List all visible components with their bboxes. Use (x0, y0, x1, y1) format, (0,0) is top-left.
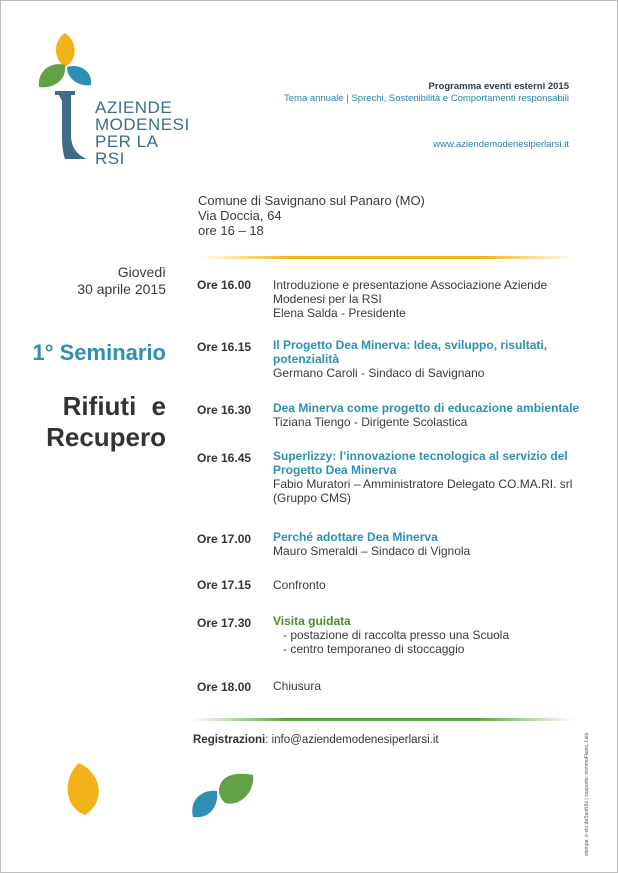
seminar-number: 1° Seminario (32, 340, 166, 365)
schedule-time: Ore 17.30 (197, 616, 252, 630)
venue-address: Via Doccia, 64 (198, 208, 282, 223)
schedule-time: Ore 16.15 (197, 340, 252, 354)
schedule-title: Perché adottare Dea Minerva (273, 530, 438, 544)
venue-block (198, 193, 425, 238)
program-title: Programma eventi esterni 2015 (428, 81, 569, 92)
schedule-title: Superlizzy: l’innovazione tecnologica al servizio del Progetto Dea Minerva (273, 449, 568, 477)
schedule-line: Chiusura (273, 679, 322, 693)
seminar-topic (46, 391, 166, 453)
yellow-divider (198, 256, 574, 259)
registration-email[interactable]: info@aziendemodenesiperlarsi.it (271, 734, 439, 746)
schedule-line: Modenesi per la RSI (273, 292, 382, 306)
schedule-time: Ore 16.45 (197, 451, 252, 465)
schedule-time: Ore 17.15 (197, 578, 252, 592)
program-theme: Tema annuale | Sprechi, Sostenibilità e Comportamenti responsabili (284, 93, 569, 104)
schedule-line: Tiziana Tiengo - Dirigente Scolastica (273, 415, 468, 429)
schedule-time: Ore 16.30 (197, 403, 252, 417)
logo-line-2: MODENESI (95, 115, 190, 134)
schedule-body (273, 530, 583, 558)
logo-line-1: AZIENDE (95, 98, 173, 117)
schedule-time: Ore 17.00 (197, 532, 252, 546)
green-divider (191, 718, 574, 721)
venue-hours: ore 16 – 18 (198, 223, 264, 238)
schedule-line: Fabio Muratori – Amministratore Delegato CO.MA.RI. srl (273, 477, 573, 491)
schedule-body (273, 449, 583, 505)
schedule-line: (Gruppo CMS) (273, 491, 352, 505)
schedule-line: Mauro Smeraldi – Sindaco di Vignola (273, 544, 471, 558)
schedule-title: Visita guidata (273, 614, 351, 628)
event-day: Giovedì (117, 264, 166, 280)
schedule-line: Germano Caroli - Sindaco di Savignano (273, 366, 485, 380)
topic-line-1: Rifiuti e (62, 391, 166, 421)
registration-line: Registrazioni: info@aziendemodenesiperlarsi.it (193, 734, 439, 746)
schedule-body (273, 278, 583, 320)
venue-place: Comune di Savignano sul Panaro (MO) (198, 193, 425, 208)
side-credit-note: stampa: e-stu.doSantUbi | supporto: mimmoFlavio, Lalà (584, 732, 590, 856)
schedule-body (273, 401, 583, 429)
program-header (284, 81, 569, 104)
schedule-time: Ore 16.00 (197, 278, 252, 292)
schedule-line: Elena Salda - Presidente (273, 306, 406, 320)
yellow-leaf-icon (59, 761, 111, 817)
website-link[interactable]: www.aziendemodenesiperlarsi.it (433, 139, 569, 150)
schedule-body (273, 614, 583, 656)
event-date (77, 264, 166, 298)
schedule-line: Confronto (273, 578, 326, 592)
schedule-title: Dea Minerva come progetto di educazione ambientale (273, 401, 580, 415)
aziende-modenesi-logo (37, 31, 190, 168)
schedule-body (273, 338, 583, 380)
blue-green-leaves-icon (189, 771, 261, 821)
schedule-line: Introduzione e presentazione Associazione Aziende (273, 278, 548, 292)
schedule-body (273, 578, 583, 592)
schedule-line: - postazione di raccolta presso una Scuola (283, 628, 510, 642)
event-date-text: 30 aprile 2015 (77, 281, 166, 297)
schedule-body (273, 679, 583, 693)
registration-label: Registrazioni (193, 734, 266, 746)
logo-line-3: PER LA RSI (95, 132, 158, 168)
schedule-time: Ore 18.00 (197, 680, 252, 694)
topic-line-2: Recupero (46, 422, 166, 452)
schedule-line: - centro temporaneo di stoccaggio (283, 642, 465, 656)
schedule-title: Il Progetto Dea Minerva: Idea, sviluppo, risultati, potenzialità (273, 338, 548, 366)
